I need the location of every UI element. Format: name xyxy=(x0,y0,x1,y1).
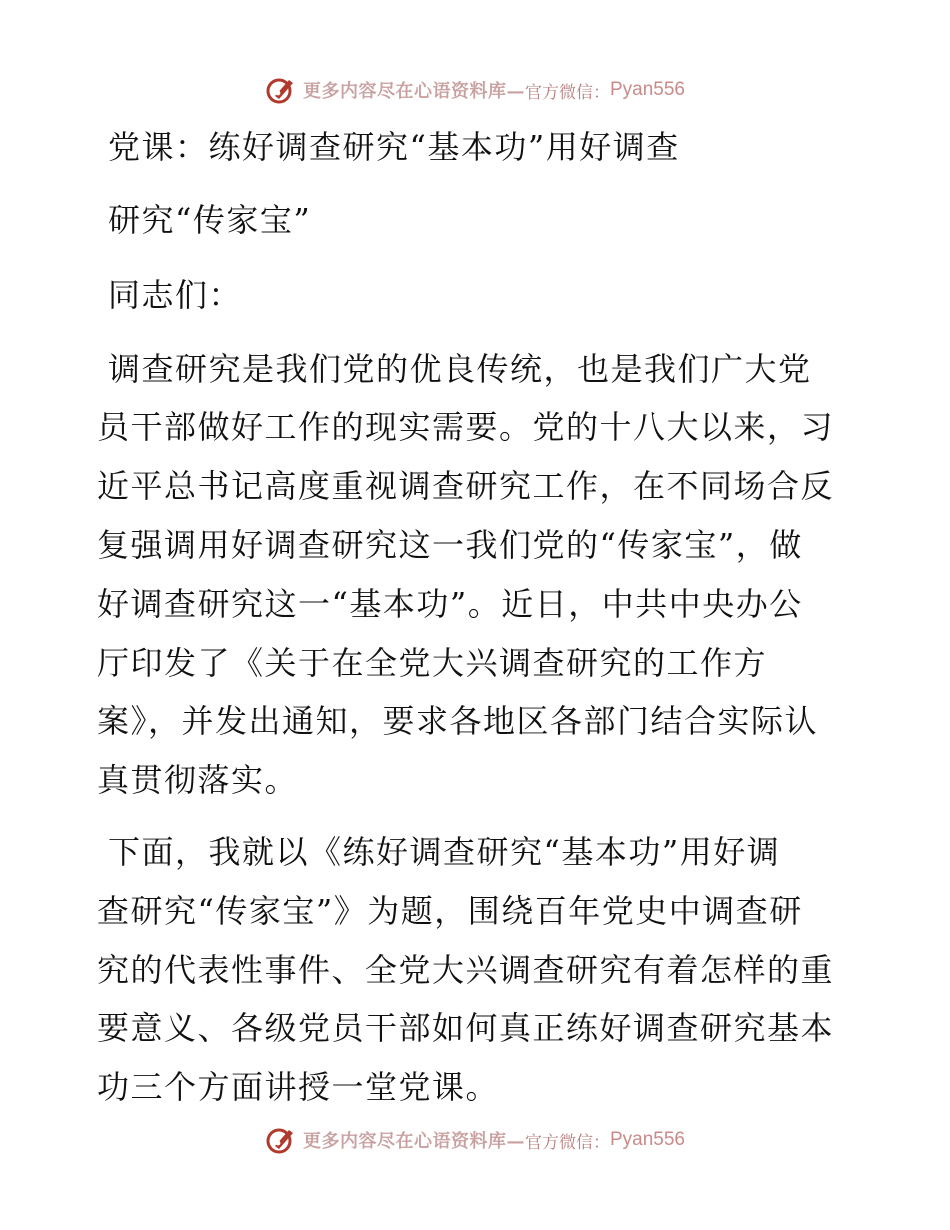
banner-wechat-label: 官方微信： xyxy=(524,1132,610,1153)
paragraph-1-line: 真贯彻落实。 xyxy=(97,761,299,799)
banner-wechat-id: Pyan556 xyxy=(609,79,685,100)
paragraph-2-line: 要意义、各级党员干部如何真正练好调查研究基本 xyxy=(97,1009,835,1047)
title-line-1: 党课：练好调查研究“基本功”用好调查 xyxy=(108,128,680,166)
paragraph-1-line: 复强调用好调查研究这一我们党的“传家宝”，做 xyxy=(97,526,803,564)
paragraph-2-line: 查研究“传家宝”》为题，围绕百年党史中调查研 xyxy=(97,892,803,930)
pen-circle-logo-icon xyxy=(265,1124,297,1156)
banner-wechat-id: Pyan556 xyxy=(609,1129,685,1150)
banner-slogan: 更多内容尽在心语资料库— xyxy=(302,81,525,102)
banner-wechat-label: 官方微信： xyxy=(524,82,610,103)
paragraph-2-line: 功三个方面讲授一堂党课。 xyxy=(97,1068,500,1106)
salutation: 同志们： xyxy=(108,276,243,314)
footer-banner xyxy=(0,1120,950,1160)
paragraph-1-line: 案》，并发出通知，要求各地区各部门结合实际认 xyxy=(97,702,819,740)
paragraph-1-line: 员干部做好工作的现实需要。党的十八大以来，习 xyxy=(97,408,835,446)
paragraph-1-line: 近平总书记高度重视调查研究工作，在不同场合反 xyxy=(97,467,835,505)
paragraph-2-line: 下面，我就以《练好调查研究“基本功”用好调 xyxy=(108,833,781,871)
banner-slogan: 更多内容尽在心语资料库— xyxy=(302,1131,525,1152)
paragraph-1-line: 厅印发了《关于在全党大兴调查研究的工作方 xyxy=(97,644,768,682)
pen-circle-logo-icon xyxy=(265,74,297,106)
header-banner xyxy=(0,70,950,110)
title-line-2: 研究“传家宝” xyxy=(108,201,312,239)
paragraph-1-line: 调查研究是我们党的优良传统，也是我们广大党 xyxy=(108,350,812,388)
paragraph-2-line: 究的代表性事件、全党大兴调查研究有着怎样的重 xyxy=(97,951,835,989)
paragraph-1-line: 好调查研究这一“基本功”。近日，中共中央办公 xyxy=(97,585,803,623)
